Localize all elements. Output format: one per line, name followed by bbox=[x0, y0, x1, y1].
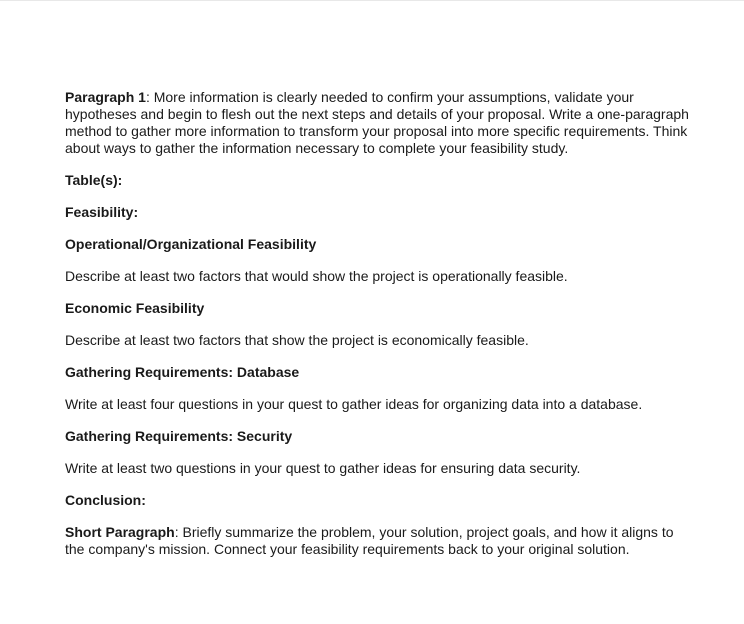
tables-heading: Table(s): bbox=[65, 172, 123, 188]
intro-paragraph bbox=[65, 89, 695, 157]
short-paragraph-text: : Briefly summarize the problem, your solution, project goals, and how it aligns to the company's mission. Connect your feasibility requirements back to your original solution. bbox=[65, 524, 674, 557]
document-body bbox=[65, 89, 695, 558]
conclusion-heading: Conclusion: bbox=[65, 492, 146, 508]
short-paragraph-label: Short Paragraph bbox=[65, 524, 175, 540]
economic-feasibility-text: Describe at least two factors that show the project is economically feasible. bbox=[65, 332, 529, 348]
operational-feasibility-text: Describe at least two factors that would show the project is operationally feasible. bbox=[65, 268, 568, 284]
economic-feasibility-heading: Economic Feasibility bbox=[65, 300, 205, 316]
feasibility-heading: Feasibility: bbox=[65, 204, 139, 220]
security-requirements-text: Write at least two questions in your quest to gather ideas for ensuring data security. bbox=[65, 460, 581, 476]
page-top-rule bbox=[0, 0, 744, 1]
operational-feasibility-heading: Operational/Organizational Feasibility bbox=[65, 236, 317, 252]
database-requirements-heading: Gathering Requirements: Database bbox=[65, 364, 300, 380]
intro-label: Paragraph 1 bbox=[65, 89, 146, 105]
short-paragraph bbox=[65, 524, 695, 558]
security-requirements-heading: Gathering Requirements: Security bbox=[65, 428, 293, 444]
database-requirements-text: Write at least four questions in your quest to gather ideas for organizing data into a database. bbox=[65, 396, 643, 412]
intro-text: : More information is clearly needed to confirm your assumptions, validate your hypotheses and begin to flesh out the next steps and details of your proposal. Write a one-paragraph method to gather more information to transform your proposal into more specific requirements. Think about ways to gather the information necessary to complete your feasibility study. bbox=[65, 89, 689, 156]
